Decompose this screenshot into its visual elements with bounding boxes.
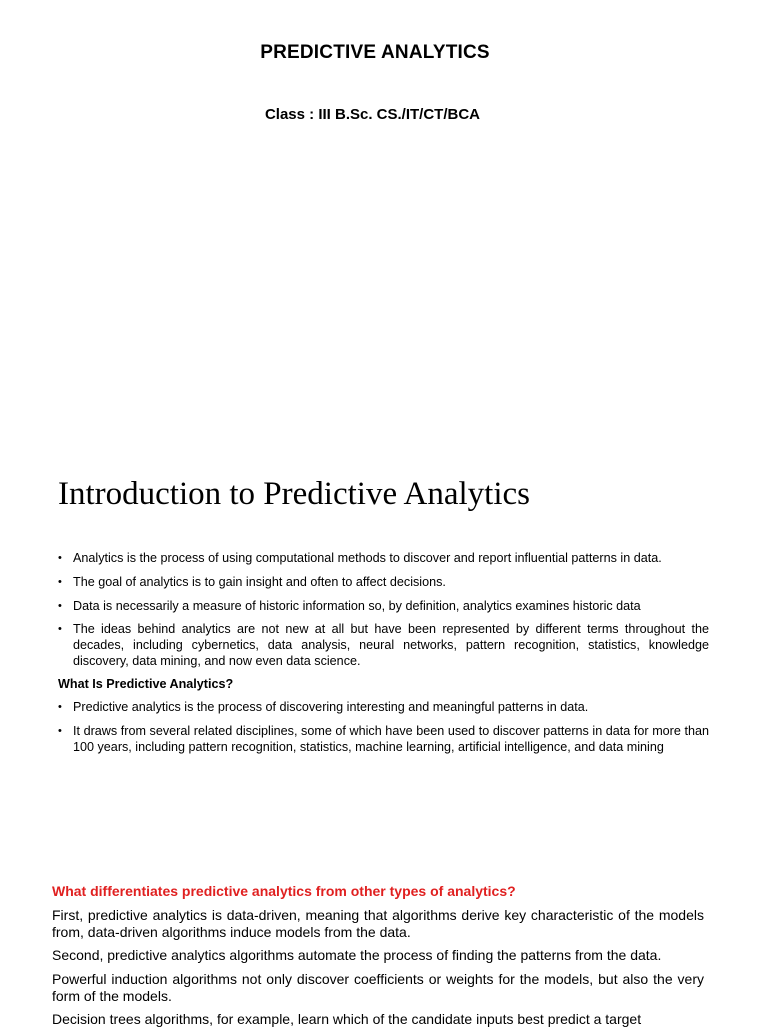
bullet-icon: • [58, 701, 62, 713]
bullet-item [58, 550, 709, 566]
bullet-text: Predictive analytics is the process of discovering interesting and meaningful patterns in data. [73, 700, 589, 714]
bullet-item [58, 699, 709, 715]
section-heading-intro: Introduction to Predictive Analytics [58, 476, 530, 512]
bullet-text: The goal of analytics is to gain insight and often to affect decisions. [73, 575, 446, 589]
section-heading-differentiates: What differentiates predictive analytics from other types of analytics? [52, 883, 516, 899]
bullet-icon: • [58, 552, 62, 564]
class-line: Class : III B.Sc. CS./IT/CT/BCA [264, 106, 481, 123]
bullet-text: The ideas behind analytics are not new at all but have been represented by different terms throughout the decades, including cybernetics, data analysis, neural networks, pattern recognition, statistics, knowledge discovery, data mining, and now even data science. [73, 622, 709, 668]
bullet-item [58, 598, 709, 614]
bullet-text: Analytics is the process of using computational methods to discover and report influential patterns in data. [73, 551, 662, 565]
document-title: PREDICTIVE ANALYTICS [260, 42, 490, 63]
subheading-what-is: What Is Predictive Analytics? [58, 677, 234, 691]
paragraph: Second, predictive analytics algorithms automate the process of finding the patterns from the data. [52, 947, 662, 963]
bullet-item [58, 574, 709, 590]
paragraph: First, predictive analytics is data-driven, meaning that algorithms derive key characteristic of the models from, data-driven algorithms induce models from the data. [52, 907, 704, 940]
bullet-icon: • [58, 576, 62, 588]
bullet-text: It draws from several related disciplines, some of which have been used to discover patterns in data for more than 100 years, including pattern recognition, statistics, machine learning, artificial intelligence, and data mining [73, 724, 709, 754]
bullet-text: Data is necessarily a measure of historic information so, by definition, analytics examines historic data [73, 599, 641, 613]
bullet-icon: • [58, 623, 62, 635]
paragraph: Decision trees algorithms, for example, learn which of the candidate inputs best predict a target [52, 1011, 642, 1027]
bullet-icon: • [58, 600, 62, 612]
bullet-item [58, 621, 709, 669]
bullet-item [58, 723, 709, 755]
paragraph: Powerful induction algorithms not only discover coefficients or weights for the models, but also the very form of the models. [52, 971, 704, 1004]
bullet-icon: • [58, 725, 62, 737]
